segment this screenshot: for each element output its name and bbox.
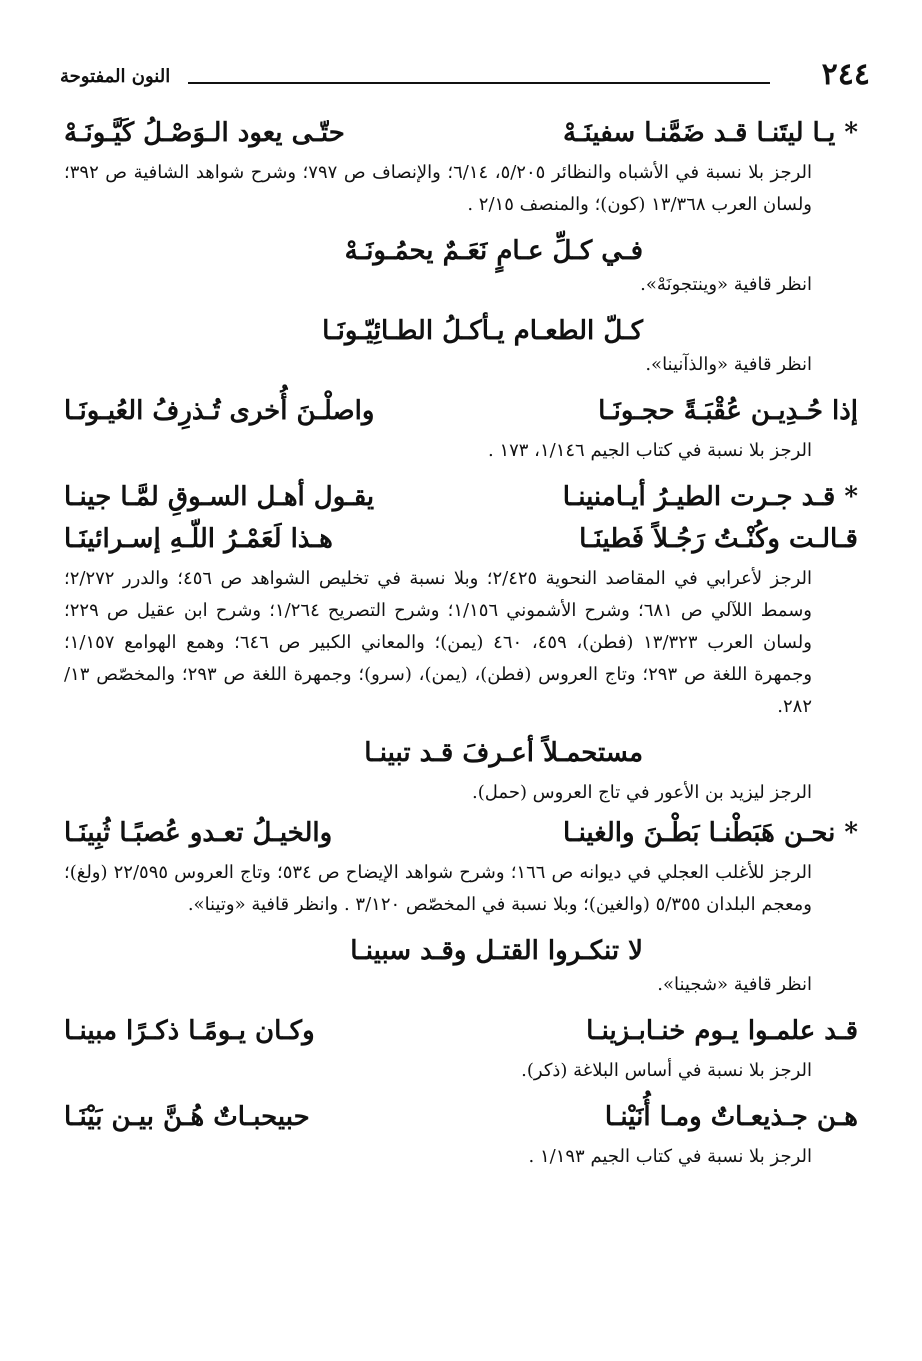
page-content	[64, 115, 858, 1173]
citation-note: الرجز لأعرابي في المقاصد النحوية ٢/٤٢٥؛ وبلا نسبة في تخليص الشواهد ص ٤٥٦؛ والدرر ٢/٢٧٢؛ وسمط اللآلي ص ٦٨١؛ وشرح الأشموني ١/١٥٦؛ وشرح التصريح ١/٢٦٤؛ وشرح ابن عقيل ص ٢٢٩؛ ولسان العرب ١٣/٣٢٣ (فطن)، ٤٥٩، ٤٦٠ (يمن)؛ والمعاني الكبير ص ٦٤٦؛ وهمع الهوامع ١/١٥٧؛ وجمهرة اللغة ص ٢٩٣؛ وتاج العروس (فطن)، (يمن)، (سرو)؛ وجمهرة اللغة ص ٢٩٣؛ والمخصّص ١٣/ ٢٨٢.	[64, 568, 813, 717]
verse-hemistich-first: * يـا ليتَنـا قـد ضَمَّنـا سفينَـهْ	[562, 118, 858, 148]
verse-line: لا تنكـروا القتـل وقـد سبينـا	[350, 936, 643, 966]
verse-line	[64, 115, 858, 151]
page-number: ٢٤٤	[821, 57, 870, 92]
verse-line: فـي كـلِّ عـامٍ نَعَـمٌ يحمُـونَـهْ	[344, 236, 643, 266]
verse-hemistich-first: قـالـت وكُنْـتُ رَجُـلاً فَطينَـا	[579, 524, 858, 554]
verse-line	[64, 815, 858, 851]
verse-hemistich-second: واصلْـنَ أُخرى تُـذرِفُ العُيـونَـا	[64, 396, 375, 426]
verse-line	[64, 393, 858, 429]
citation-note: الرجز بلا نسبة في كتاب الجيم ١/١٩٣ .	[528, 1146, 812, 1167]
verse-hemistich-second: هـذا لَعَمْـرُ اللّـهِ إسـرائينَـا	[64, 524, 333, 554]
verse-line: كـلّ الطعـام يـأكـلُ الطـائِيّـونَـا	[322, 316, 643, 346]
verse-hemistich-second: والخيـلُ تعـدو عُصبًـا ثُبِينَـا	[64, 818, 333, 848]
verse-hemistich-second: حبيحبـاتٌ هُـنَّ بيـن بَيْنَـا	[64, 1102, 310, 1132]
verse-hemistich-second: حتّـى يعود الـوَصْـلُ كَيَّـونَـهْ	[64, 118, 345, 148]
verse-line	[64, 1013, 858, 1049]
citation-note: الرجز بلا نسبة في الأشباه والنظائر ٥/٢٠٥، ٦/١٤؛ والإنصاف ص ٧٩٧؛ وشرح شواهد الشافية ص ٣٩٢؛ ولسان العرب ١٣/٣٦٨ (كون)؛ والمنصف ٢/١٥ .	[64, 162, 813, 215]
cross-reference: انظر قافية «والذآنينا».	[645, 354, 812, 375]
verse-hemistich-first: * قـد جـرت الطيـرُ أيـامنينـا	[562, 482, 858, 512]
citation-note: الرجز بلا نسبة في كتاب الجيم ١/١٤٦، ١٧٣ .	[487, 440, 812, 461]
verse-line: مستحمـلاً أعـرفَ قـد تبينـا	[364, 738, 643, 768]
verse-line	[64, 479, 858, 515]
page-header	[60, 58, 870, 98]
verse-hemistich-first: قـد علمـوا يـوم خنـابـزينـا	[586, 1016, 858, 1046]
verse-hemistich-first: هـن جـذيعـاتٌ ومـا أُنَيْنـا	[604, 1102, 858, 1132]
verse-line	[64, 1099, 858, 1135]
verse-line	[64, 521, 858, 557]
running-title: النون المفتوحة	[60, 66, 171, 87]
citation-note: الرجز للأغلب العجلي في ديوانه ص ١٦٦؛ وشرح شواهد الإيضاح ص ٥٣٤؛ وتاج العروس ٢٢/٥٩٥ (ولغ)؛ ومعجم البلدان ٥/٣٥٥ (والغين)؛ وبلا نسبة في المخصّص ٣/١٢٠ . وانظر قافية «وتينا».	[64, 862, 812, 915]
header-rule	[188, 82, 770, 84]
verse-hemistich-second: يقـول أهـل السـوقِ لمَّـا جينـا	[64, 482, 375, 512]
citation-note: الرجز ليزيد بن الأعور في تاج العروس (حمل).	[472, 782, 812, 803]
verse-hemistich-first: إذا حُـدِيـن عُقْبَـةً حجـونَـا	[598, 396, 858, 426]
citation-note: الرجز بلا نسبة في أساس البلاغة (ذكر).	[521, 1060, 812, 1081]
cross-reference: انظر قافية «وينتجونَهْ».	[640, 274, 812, 295]
verse-hemistich-first: * نحـن هَبَطْنـا بَطْـنَ والغينـا	[563, 818, 858, 848]
verse-hemistich-second: وكـان يـومًـا ذكـرًا مبينـا	[64, 1016, 315, 1046]
cross-reference: انظر قافية «شجينا».	[657, 974, 812, 995]
